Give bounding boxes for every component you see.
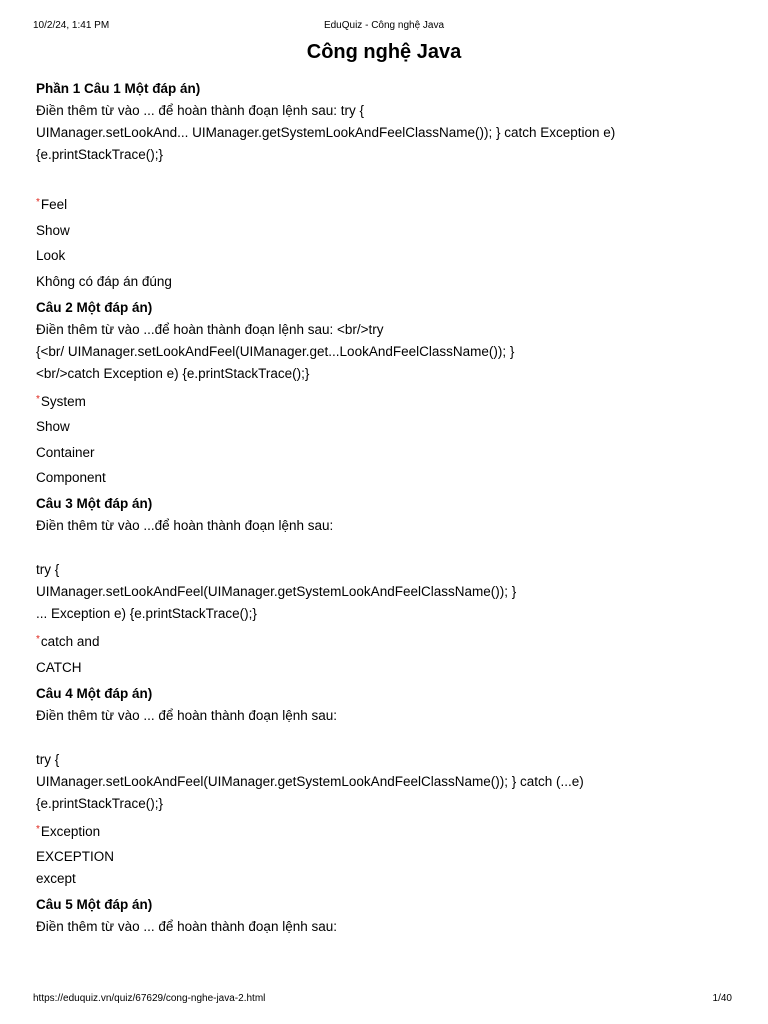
answer-option[interactable] bbox=[36, 389, 736, 413]
question-2-line-2: {<br/ UIManager.setLookAndFeel(UIManager.get...LookAndFeelClassName()); } bbox=[36, 343, 515, 359]
spacer bbox=[36, 537, 736, 559]
answer-option[interactable] bbox=[36, 220, 736, 242]
question-3-line-2: try { bbox=[36, 562, 60, 577]
question-4-heading: Câu 4 Một đáp án) bbox=[36, 685, 153, 701]
correct-marker: * bbox=[36, 634, 40, 645]
option-label: Exception bbox=[40, 823, 101, 839]
answer-option[interactable] bbox=[36, 245, 736, 267]
spacer bbox=[36, 727, 736, 749]
question-4-line-2: try { bbox=[36, 751, 60, 767]
page-number: 1/40 bbox=[712, 993, 732, 1004]
option-label: Show bbox=[36, 419, 70, 434]
question-3-heading: Câu 3 Một đáp án) bbox=[36, 496, 153, 511]
correct-marker: * bbox=[36, 393, 40, 405]
question-2-line-1: Điền thêm từ vào ...để hoàn thành đoạn lệnh sau: <br/>try bbox=[36, 321, 384, 337]
answer-option[interactable] bbox=[36, 442, 736, 464]
question-2-options bbox=[36, 389, 736, 490]
option-label: Look bbox=[36, 248, 66, 263]
print-footer bbox=[0, 992, 768, 1006]
question-1-line-3: {e.printStackTrace();} bbox=[36, 147, 164, 162]
question-5-heading: Câu 5 Một đáp án) bbox=[36, 897, 153, 912]
question-3-line-4: ... Exception e) {e.printStackTrace();} bbox=[36, 606, 257, 621]
question-5-line-1: Điền thêm từ vào ... để hoàn thành đoạn lệnh sau: bbox=[36, 919, 337, 934]
option-label: Container bbox=[36, 444, 95, 460]
spacer bbox=[36, 166, 736, 188]
question-2 bbox=[36, 297, 736, 490]
print-datetime: 10/2/24, 1:41 PM bbox=[33, 20, 110, 31]
question-4-line-3: UIManager.setLookAndFeel(UIManager.getSystemLookAndFeelClassName()); } catch (...e) bbox=[36, 773, 584, 789]
question-4-line-1: Điền thêm từ vào ... để hoàn thành đoạn lệnh sau: bbox=[36, 707, 337, 723]
question-5 bbox=[36, 894, 736, 938]
option-label: Không có đáp án đúng bbox=[36, 273, 172, 289]
correct-marker: * bbox=[36, 197, 40, 208]
option-label: CATCH bbox=[36, 659, 82, 675]
print-tab-title: EduQuiz - Công nghệ Java bbox=[323, 20, 445, 31]
option-label: System bbox=[40, 393, 86, 409]
option-label: Feel bbox=[40, 197, 68, 212]
page-title: Công nghệ Java bbox=[306, 41, 462, 63]
question-1 bbox=[36, 78, 736, 293]
question-3-options bbox=[36, 629, 736, 679]
question-1-options bbox=[36, 192, 736, 293]
question-2-heading: Câu 2 Một đáp án) bbox=[36, 299, 153, 315]
question-2-line-3: <br/>catch Exception e) {e.printStackTrace();} bbox=[36, 365, 310, 381]
question-4-options bbox=[36, 819, 736, 891]
answer-option[interactable] bbox=[36, 192, 736, 216]
quiz-content bbox=[36, 78, 736, 942]
option-label: catch and bbox=[40, 634, 100, 649]
option-label: Show bbox=[36, 222, 70, 238]
option-label: Component bbox=[36, 470, 106, 485]
answer-option[interactable] bbox=[36, 467, 736, 489]
option-label: EXCEPTION bbox=[36, 849, 115, 864]
question-3-line-3: UIManager.setLookAndFeel(UIManager.getSystemLookAndFeelClassName()); } bbox=[36, 584, 517, 599]
question-4 bbox=[36, 683, 736, 891]
print-url: https://eduquiz.vn/quiz/67629/cong-nghe-java-2.html bbox=[33, 993, 266, 1004]
answer-option[interactable] bbox=[36, 629, 736, 653]
question-1-line-1: Điền thêm từ vào ... để hoàn thành đoạn lệnh sau: try { bbox=[36, 103, 365, 118]
answer-option[interactable] bbox=[36, 868, 736, 890]
option-label: except bbox=[36, 871, 76, 886]
question-3 bbox=[36, 493, 736, 679]
print-header bbox=[0, 19, 768, 33]
answer-option[interactable] bbox=[36, 819, 736, 843]
answer-option[interactable] bbox=[36, 846, 736, 868]
question-3-line-1: Điền thêm từ vào ...để hoàn thành đoạn lệnh sau: bbox=[36, 518, 334, 533]
answer-option[interactable] bbox=[36, 271, 736, 293]
answer-option[interactable] bbox=[36, 416, 736, 438]
question-1-line-2: UIManager.setLookAnd... UIManager.getSystemLookAndFeelClassName()); } catch Exception e) bbox=[36, 125, 616, 140]
question-1-heading: Phần 1 Câu 1 Một đáp án) bbox=[36, 81, 201, 96]
answer-option[interactable] bbox=[36, 657, 736, 679]
correct-marker: * bbox=[36, 823, 40, 835]
question-4-line-4: {e.printStackTrace();} bbox=[36, 795, 164, 811]
